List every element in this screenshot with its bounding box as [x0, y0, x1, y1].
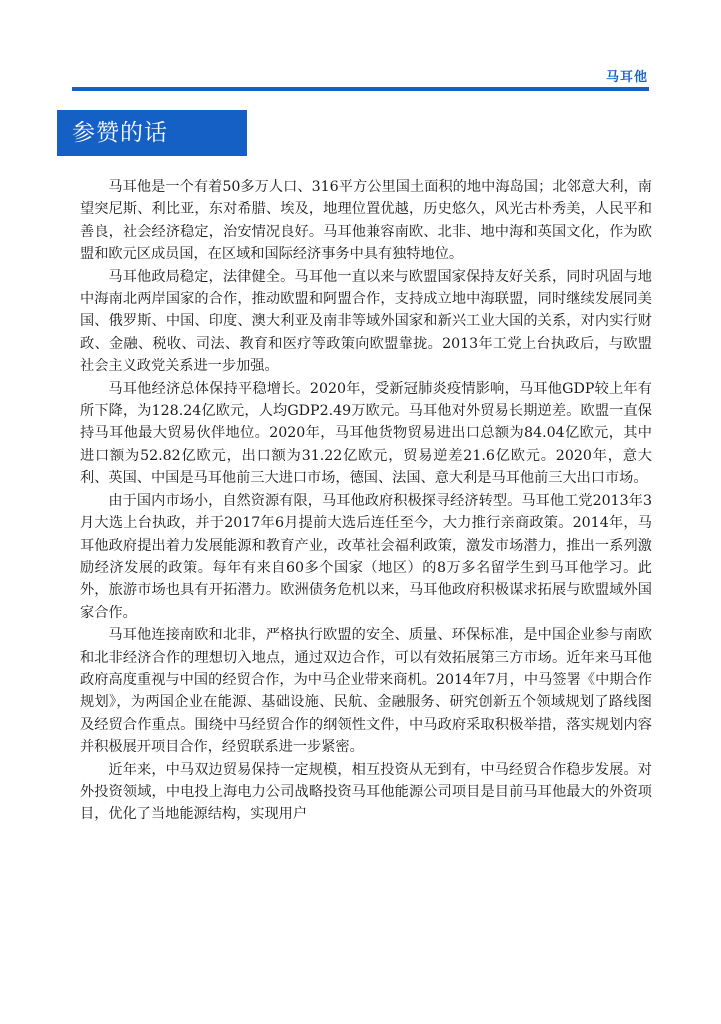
- paragraph: 马耳他是一个有着50多万人口、316平方公里国土面积的地中海岛国；北邻意大利，南望突尼斯、利比亚，东对希腊、埃及，地理位置优越，历史悠久，风光古朴秀美，人民平和善良，社会经济稳定，治安情况良好。马耳他兼容南欧、北非、地中海和英国文化，作为欧盟和欧元区成员国，在区域和国际经济事务中具有独特地位。: [80, 179, 652, 263]
- paragraph: 马耳他政局稳定，法律健全。马耳他一直以来与欧盟国家保持友好关系，同时巩固与地中海南北两岸国家的合作，推动欧盟和阿盟合作，支持成立地中海联盟，同时继续发展同美国、俄罗斯、中国、印度、澳大利亚及南非等域外国家和新兴工业大国的关系，对内实行财政、金融、税收、司法、教育和医疗等政策向欧盟靠拢。2013年工党上台执政后，与欧盟社会主义政党关系进一步加强。: [80, 268, 652, 375]
- paragraph: 马耳他经济总体保持平稳增长。2020年，受新冠肺炎疫情影响，马耳他GDP较上年有所下降，为128.24亿欧元，人均GDP2.49万欧元。马耳他对外贸易长期逆差。欧盟一直保持马耳他最大贸易伙伴地位。2020年，马耳他货物贸易进出口总额为84.04亿欧元，其中进口额为52.82亿欧元，出口额为31.22亿欧元，贸易逆差21.6亿欧元。2020年，意大利、英国、中国是马耳他前三大进口市场，德国、法国、意大利是马耳他前三大出口市场。: [80, 380, 652, 487]
- section-title: 参赞的话: [72, 120, 168, 146]
- body-text: [80, 176, 652, 826]
- paragraph: 近年来，中马双边贸易保持一定规模，相互投资从无到有，中马经贸合作稳步发展。对外投资领域，中电投上海电力公司战略投资马耳他能源公司项目是目前马耳他最大的外资项目，优化了当地能源结构，实现用户: [80, 761, 652, 823]
- header-country-label: 马耳他: [605, 70, 648, 85]
- paragraph: 马耳他连接南欧和北非，严格执行欧盟的安全、质量、环保标准，是中国企业参与南欧和北非经济合作的理想切入地点，通过双边合作，可以有效拓展第三方市场。近年来马耳他政府高度重视与中国的经贸合作，为中马企业带来商机。2014年7月，中马签署《中期合作规划》，为两国企业在能源、基础设施、民航、金融服务、研究创新五个领域规划了路线图及经贸合作重点。围绕中马经贸合作的纲领性文件，中马政府采取积极举措，落实规划内容并积极展开项目合作，经贸联系进一步紧密。: [80, 627, 652, 756]
- header-divider: [72, 87, 649, 91]
- paragraph: 由于国内市场小，自然资源有限，马耳他政府积极探寻经济转型。马耳他工党2013年3月大选上台执政，并于2017年6月提前大选后连任至今，大力推行亲商政策。2014年，马耳他政府提出着力发展能源和教育产业，改革社会福利政策，激发市场潜力，推出一系列激励经济发展的政策。每年有来自60多个国家（地区）的8万多名留学生到马耳他学习。此外，旅游市场也具有开拓潜力。欧洲债务危机以来，马耳他政府积极谋求拓展与欧盟域外国家合作。: [80, 492, 652, 621]
